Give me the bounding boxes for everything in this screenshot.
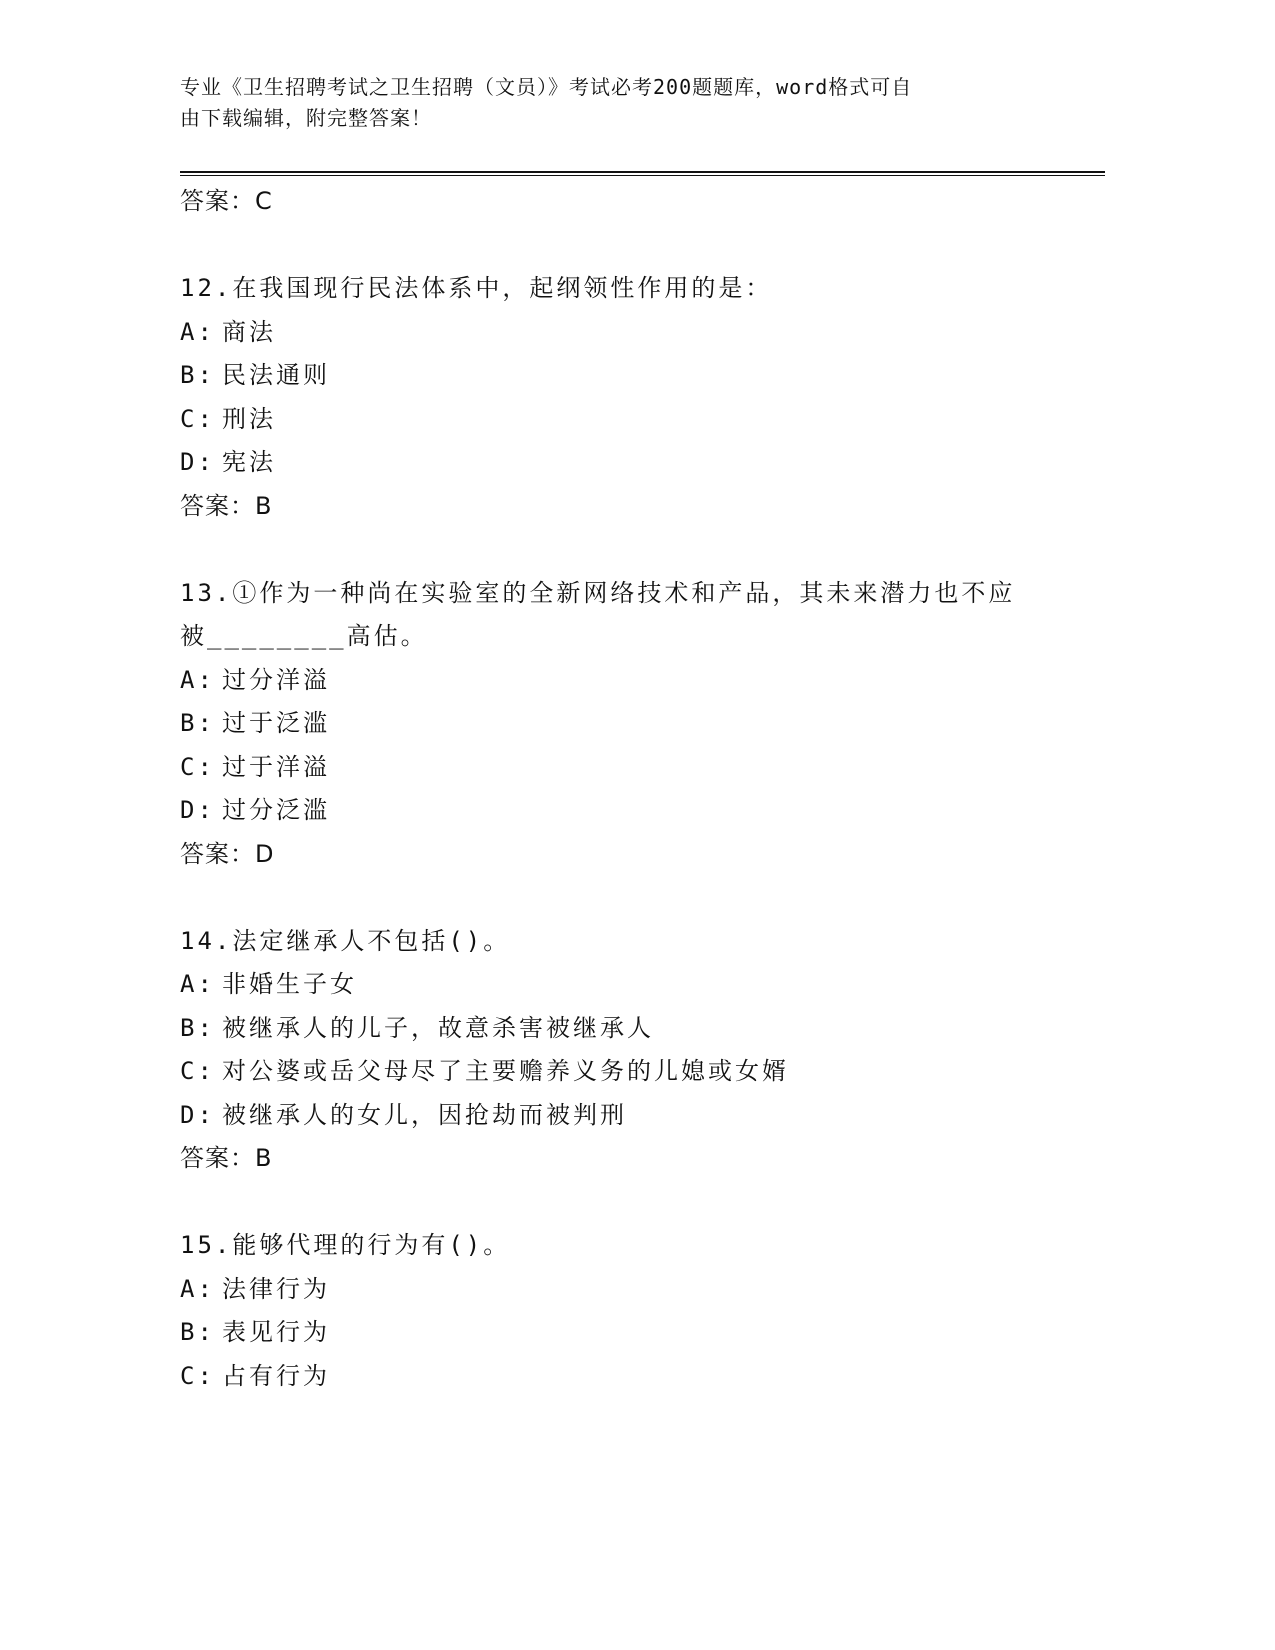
question-block <box>180 572 1080 877</box>
answer-option <box>180 659 1080 703</box>
question-stem: 被________高估。 <box>180 622 428 650</box>
option-label: B: <box>180 1318 215 1346</box>
header-line-2: 由下载编辑，附完整答案！ <box>180 106 432 130</box>
option-label: C: <box>180 404 215 433</box>
option-label: A: <box>180 317 215 346</box>
previous-answer: 答案：C <box>180 187 273 215</box>
option-text: 过分泛滥 <box>222 796 330 824</box>
option-text: 被继承人的儿子，故意杀害被继承人 <box>222 1013 654 1042</box>
answer-option <box>180 1050 1080 1094</box>
question-block <box>180 1224 1080 1398</box>
question-stem: 15.能够代理的行为有()。 <box>180 1231 511 1259</box>
answer-option <box>180 702 1080 746</box>
answer-option <box>180 1311 1080 1355</box>
option-label: B: <box>180 361 215 389</box>
option-label: A: <box>180 970 215 998</box>
option-text: 刑法 <box>222 404 276 433</box>
option-text: 过于洋溢 <box>222 752 330 781</box>
question-list <box>180 180 1080 1398</box>
option-text: 非婚生子女 <box>222 970 357 998</box>
spacer <box>180 876 1080 920</box>
spacer <box>180 224 1080 268</box>
answer-option <box>180 311 1080 355</box>
answer-option <box>180 398 1080 442</box>
option-text: 过于泛滥 <box>222 709 330 737</box>
option-text: 商法 <box>222 317 276 346</box>
answer-option <box>180 1355 1080 1399</box>
option-text: 过分洋溢 <box>222 665 330 694</box>
question-answer: 答案：D <box>180 839 275 868</box>
option-label: C: <box>180 1361 215 1390</box>
answer-option <box>180 1268 1080 1312</box>
answer-option <box>180 1094 1080 1138</box>
question-answer: 答案：B <box>180 491 273 520</box>
option-label: D: <box>180 448 215 476</box>
option-label: D: <box>180 796 215 824</box>
option-text: 法律行为 <box>222 1274 330 1303</box>
header-line-1: 专业《卫生招聘考试之卫生招聘（文员）》考试必考200题题库，word格式可自 <box>180 75 913 99</box>
answer-option <box>180 1007 1080 1051</box>
option-label: C: <box>180 752 215 781</box>
question-block <box>180 920 1080 1181</box>
document-header <box>180 72 1040 134</box>
option-label: D: <box>180 1100 215 1129</box>
question-stem: 12.在我国现行民法体系中，起纲领性作用的是： <box>180 274 773 302</box>
option-label: B: <box>180 1013 215 1042</box>
spacer <box>180 528 1080 572</box>
spacer <box>180 1181 1080 1225</box>
answer-option <box>180 963 1080 1007</box>
question-stem: 14.法定继承人不包括()。 <box>180 926 511 955</box>
question-block <box>180 267 1080 528</box>
header-divider <box>180 171 1105 173</box>
option-label: C: <box>180 1057 215 1085</box>
answer-option <box>180 789 1080 833</box>
question-stem: 13.①作为一种尚在实验室的全新网络技术和产品，其未来潜力也不应 <box>180 578 1016 607</box>
option-text: 表见行为 <box>222 1318 330 1346</box>
answer-option <box>180 354 1080 398</box>
header-divider-thin <box>180 175 1105 176</box>
option-label: B: <box>180 709 215 737</box>
option-text: 对公婆或岳父母尽了主要赡养义务的儿媳或女婿 <box>222 1057 789 1085</box>
answer-option <box>180 441 1080 485</box>
option-text: 占有行为 <box>222 1361 330 1390</box>
answer-option <box>180 746 1080 790</box>
option-label: A: <box>180 1274 215 1303</box>
option-text: 宪法 <box>222 448 276 476</box>
option-text: 民法通则 <box>222 361 330 389</box>
question-answer: 答案：B <box>180 1144 273 1172</box>
option-label: A: <box>180 665 215 694</box>
option-text: 被继承人的女儿，因抢劫而被判刑 <box>222 1100 627 1129</box>
